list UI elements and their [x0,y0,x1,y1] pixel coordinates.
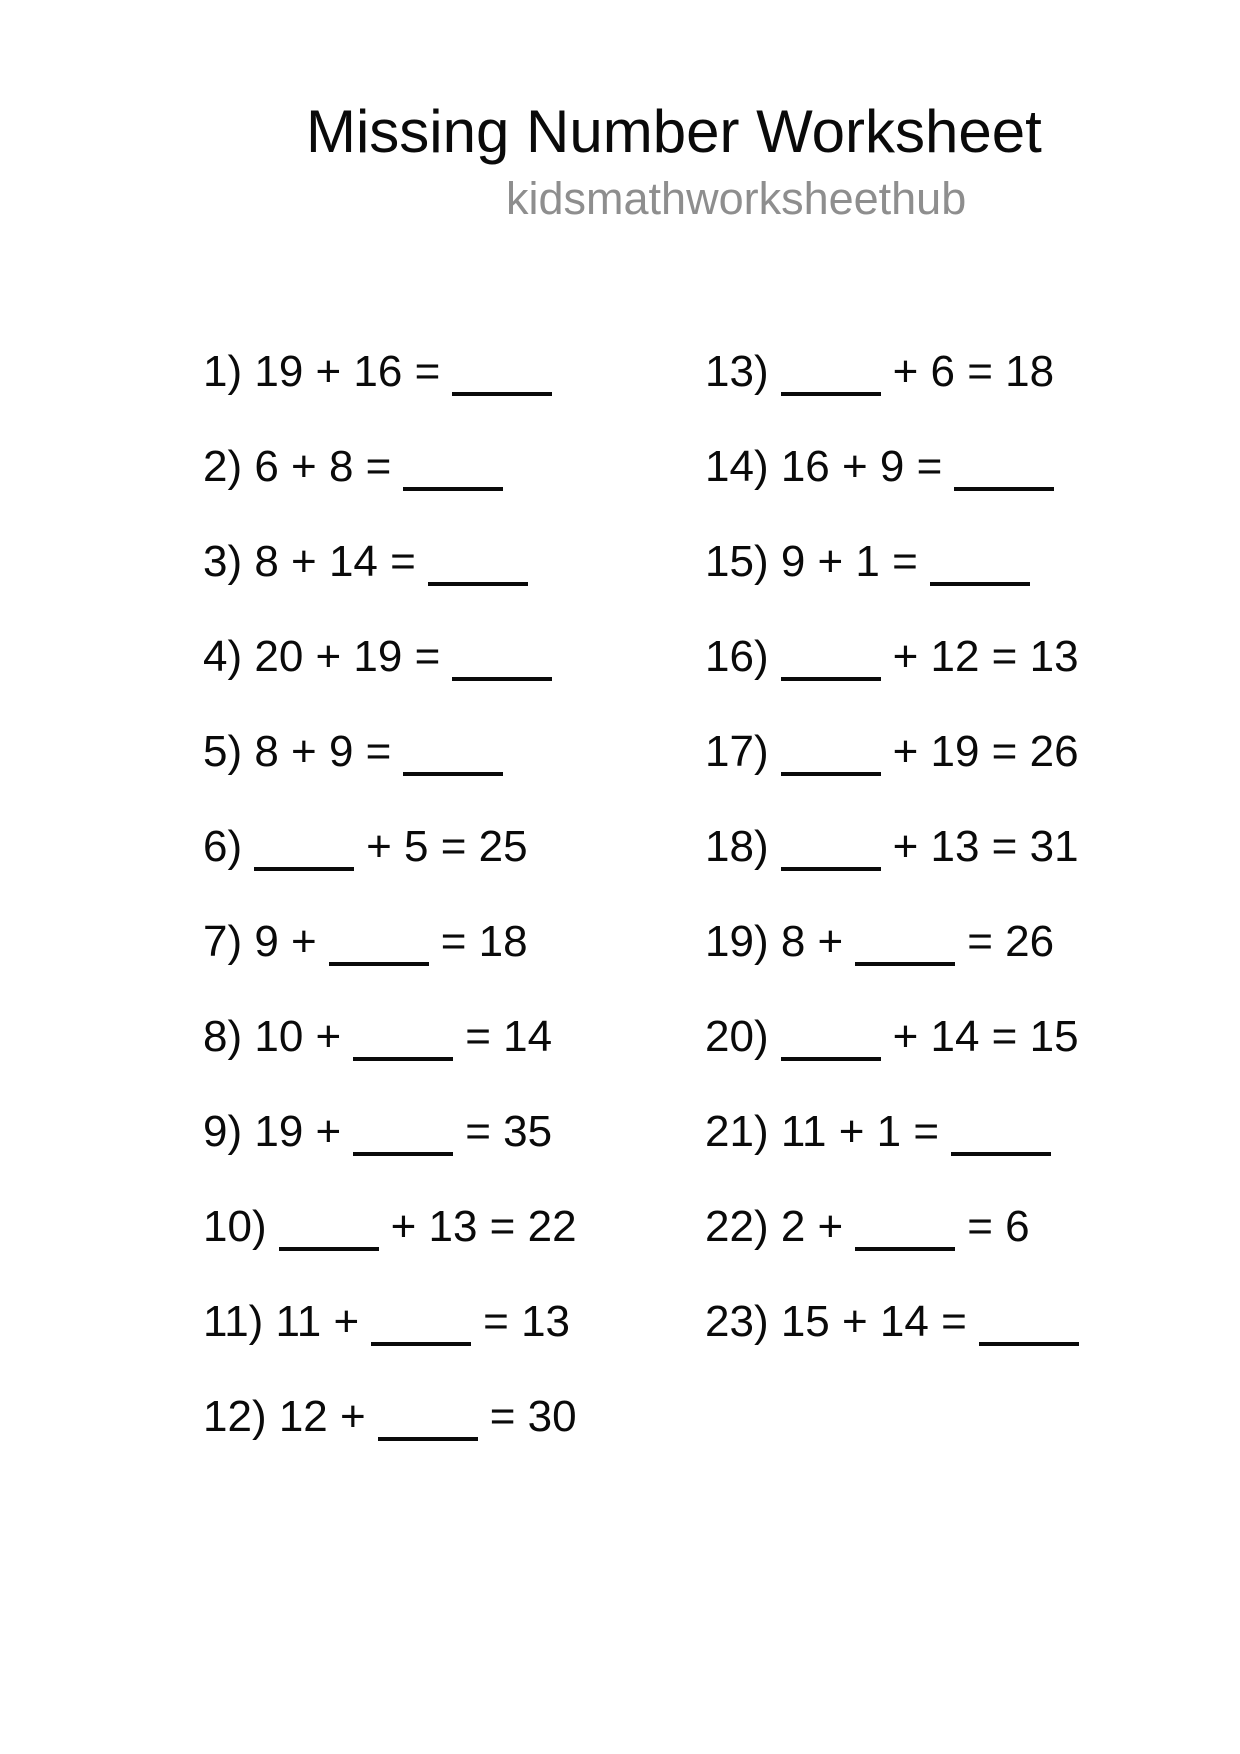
problem-after: + 13 = 22 [390,1202,577,1251]
problem-row [705,1274,1091,1369]
problem-before: 16) [705,632,769,681]
problem-row [705,989,1091,1084]
problem-before: 17) [705,727,769,776]
problem-before: 9) 19 + [203,1107,342,1156]
answer-blank [781,677,881,681]
problem-before: 22) 2 + [705,1202,844,1251]
problem-row [203,419,577,514]
problem-row [705,609,1091,704]
answer-blank [930,582,1030,586]
answer-blank [781,867,881,871]
answer-blank [371,1342,471,1346]
problem-row [203,514,577,609]
answer-blank [979,1342,1079,1346]
problem-row [203,1179,577,1274]
problems-column-right [705,324,1091,1369]
problem-before: 2) 6 + 8 = [203,442,392,491]
problem-after: = 35 [465,1107,553,1156]
problem-before: 7) 9 + [203,917,317,966]
problem-after: + 14 = 15 [892,1012,1079,1061]
problem-before: 19) 8 + [705,917,844,966]
answer-blank [452,392,552,396]
problem-after: = 14 [465,1012,553,1061]
answer-blank [855,1247,955,1251]
problem-row [705,1084,1091,1179]
problem-row [705,324,1091,419]
problem-before: 6) [203,822,243,871]
problem-row [705,419,1091,514]
answer-blank [954,487,1054,491]
problem-after: + 12 = 13 [892,632,1079,681]
page-subtitle: kidsmathworksheethub [506,173,967,224]
answer-blank [855,962,955,966]
problem-row [203,799,577,894]
problem-after: = 6 [967,1202,1030,1251]
answer-blank [279,1247,379,1251]
answer-blank [781,392,881,396]
answer-blank [951,1152,1051,1156]
problem-before: 5) 8 + 9 = [203,727,392,776]
problem-before: 3) 8 + 14 = [203,537,416,586]
answer-blank [353,1057,453,1061]
problem-after: = 30 [489,1392,577,1441]
problem-before: 10) [203,1202,267,1251]
problem-row [203,324,577,419]
answer-blank [353,1152,453,1156]
problem-before: 4) 20 + 19 = [203,632,441,681]
problem-after: = 18 [440,917,528,966]
problem-row [203,1369,577,1464]
problems-column-left [203,324,577,1464]
problem-row [705,704,1091,799]
problem-row [203,704,577,799]
problem-before: 8) 10 + [203,1012,342,1061]
answer-blank [329,962,429,966]
problem-row [705,1179,1091,1274]
problem-before: 14) 16 + 9 = [705,442,943,491]
problem-row [705,799,1091,894]
answer-blank [378,1437,478,1441]
problem-after: = 26 [967,917,1055,966]
problem-before: 20) [705,1012,769,1061]
answer-blank [781,772,881,776]
problem-row [203,609,577,704]
problem-row [203,894,577,989]
problem-after: + 6 = 18 [892,347,1055,396]
problem-row [203,1274,577,1369]
answer-blank [403,772,503,776]
answer-blank [428,582,528,586]
answer-blank [781,1057,881,1061]
problem-row [705,894,1091,989]
problem-after: + 13 = 31 [892,822,1079,871]
problem-after: = 13 [483,1297,571,1346]
answer-blank [254,867,354,871]
problem-before: 13) [705,347,769,396]
problem-before: 18) [705,822,769,871]
problem-before: 21) 11 + 1 = [705,1107,940,1156]
problem-row [705,514,1091,609]
answer-blank [403,487,503,491]
problem-row [203,989,577,1084]
problem-before: 15) 9 + 1 = [705,537,918,586]
answer-blank [452,677,552,681]
page-title: Missing Number Worksheet [306,98,1042,165]
problem-before: 11) 11 + [203,1297,360,1346]
problem-before: 23) 15 + 14 = [705,1297,967,1346]
problem-after: + 5 = 25 [366,822,528,871]
problem-before: 1) 19 + 16 = [203,347,441,396]
problem-before: 12) 12 + [203,1392,366,1441]
problem-after: + 19 = 26 [892,727,1079,776]
problem-row [203,1084,577,1179]
